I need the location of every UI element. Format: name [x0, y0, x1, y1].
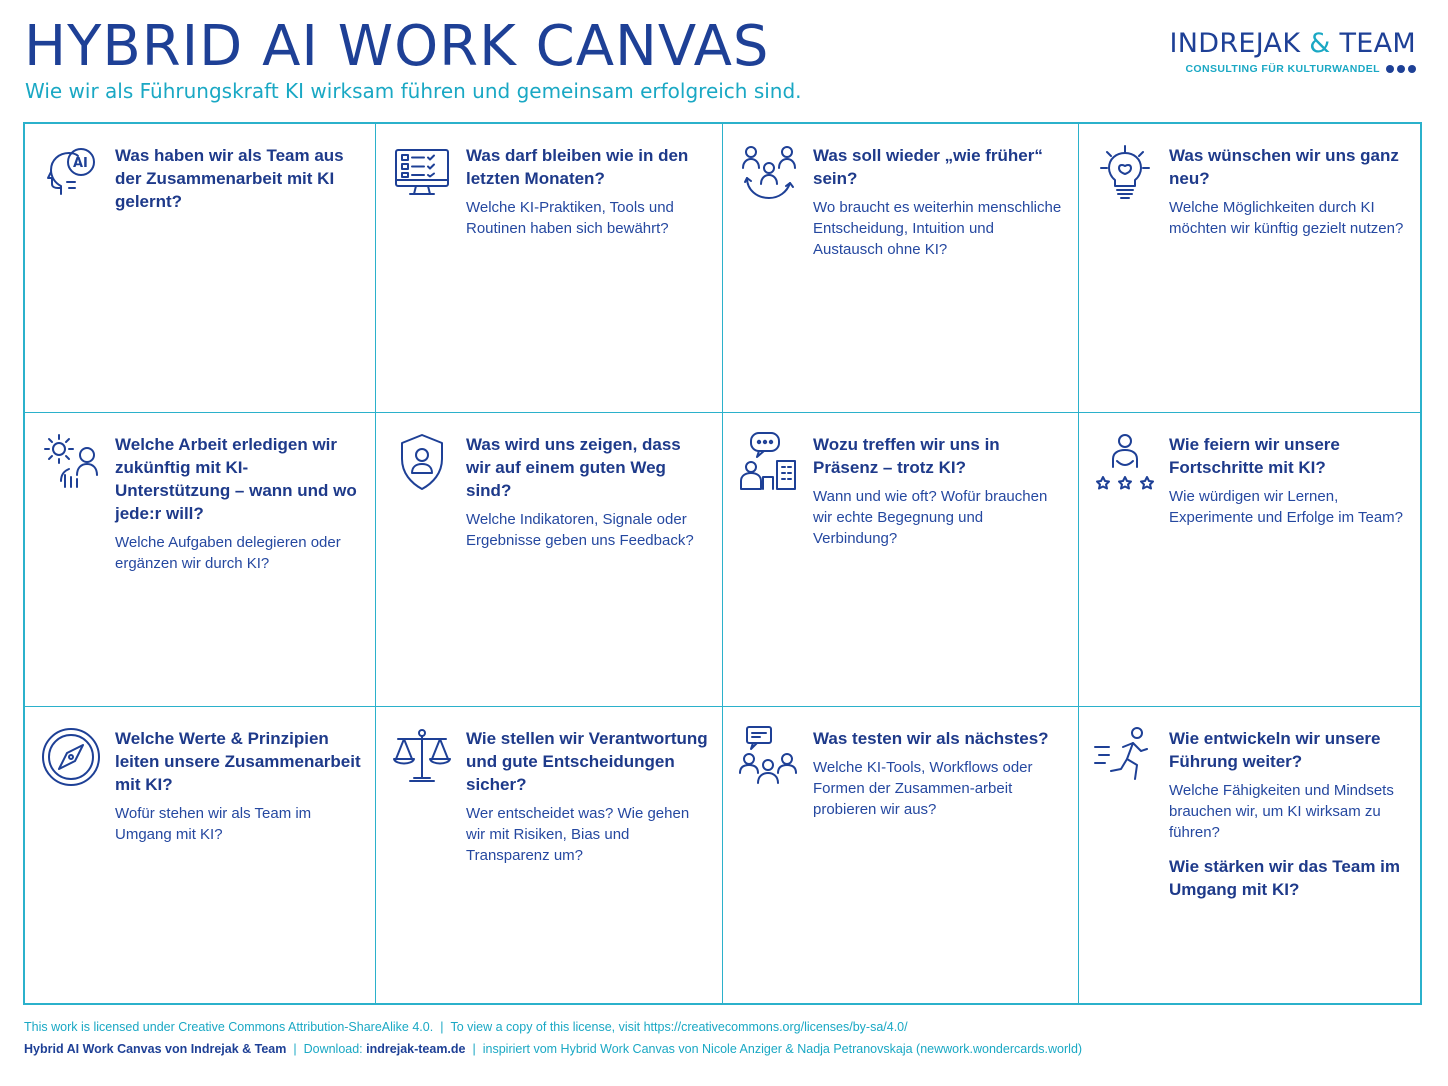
canvas-cell-leadership — [1079, 707, 1422, 1005]
inspired-text: inspiriert vom Hybrid Work Canvas von Nicole Anziger & Nadja Petranovskaja (newwork.wondercards.world) — [482, 1042, 1083, 1056]
cell-question: Wie entwickeln wir unsere Führung weiter? — [1169, 729, 1381, 771]
cell-question: Welche Werte & Prinzipien leiten unsere Zusammenarbeit mit KI? — [115, 729, 361, 794]
license-text: This work is licensed under Creative Commons Attribution-ShareAlike 4.0. — [24, 1020, 434, 1034]
brand-name-part2: TEAM — [1339, 28, 1416, 59]
page-subtitle: Wie wir als Führungskraft KI wirksam führen und gemeinsam erfolgreich sind. — [25, 79, 802, 103]
compass-icon — [39, 725, 103, 789]
three-dots-icon — [1386, 65, 1416, 73]
running-person-icon — [1093, 725, 1157, 789]
canvas-cell-values — [25, 707, 376, 1005]
canvas-cell-keep — [376, 124, 723, 413]
canvas-cell-celebrate — [1079, 413, 1422, 707]
page-title: HYBRID AI WORK CANVAS — [24, 14, 770, 79]
credit-text: Hybrid AI Work Canvas von Indrejak & Team — [24, 1042, 287, 1056]
cell-detail: Welche Möglichkeiten durch KI möchten wir künftig gezielt nutzen? — [1169, 199, 1404, 237]
team-chat-icon — [737, 725, 801, 789]
download-link[interactable]: indrejak-team.de — [366, 1042, 466, 1056]
canvas-cell-test-next — [723, 707, 1079, 1005]
cell-question: Welche Arbeit erledigen wir zukünftig mit KI-Unterstützung – wann und wo jede:r will? — [115, 435, 357, 523]
brand-name-part1: INDREJAK — [1169, 28, 1301, 59]
cell-detail: Welche Fähigkeiten und Mindsets brauchen wir, um KI wirksam zu führen? — [1169, 782, 1394, 841]
cell-detail: Wann und wie oft? Wofür brauchen wir echte Begegnung und Verbindung? — [813, 488, 1048, 547]
license-link[interactable]: To view a copy of this license, visit https://creativecommons.org/licenses/by-sa/4.0/ — [450, 1020, 908, 1034]
brand-name — [1169, 28, 1416, 59]
brand-name-amp: & — [1309, 28, 1331, 59]
lightbulb-icon — [1093, 142, 1157, 206]
cell-question: Wie stellen wir Verantwortung und gute Entscheidungen sicher? — [466, 729, 708, 794]
license-line: This work is licensed under Creative Commons Attribution-ShareAlike 4.0. | To view a copy of this license, visit https://creativecommons.org/licenses/by-sa/4.0/ — [24, 1020, 908, 1034]
person-stars-icon — [1093, 431, 1157, 495]
cell-detail: Wofür stehen wir als Team im Umgang mit KI? — [115, 805, 312, 843]
brand-logo — [1169, 28, 1416, 75]
people-cycle-icon — [737, 142, 801, 206]
shield-person-icon — [390, 431, 454, 495]
cell-detail: Welche KI-Praktiken, Tools und Routinen haben sich bewährt? — [466, 199, 674, 237]
cell-question-secondary: Wie stärken wir das Team im Umgang mit KI? — [1169, 857, 1401, 899]
canvas-cell-like-before — [723, 124, 1079, 413]
canvas-cell-indicators — [376, 413, 723, 707]
scales-icon — [390, 725, 454, 789]
cell-question: Was darf bleiben wie in den letzten Monaten? — [466, 146, 689, 188]
cell-detail: Welche Aufgaben delegieren oder ergänzen wir durch KI? — [115, 534, 341, 572]
brand-tagline-row — [1169, 63, 1416, 75]
cell-detail: Wie würdigen wir Lernen, Experimente und Erfolge im Team? — [1169, 488, 1404, 526]
cell-question: Was testen wir als nächstes? — [813, 729, 1049, 748]
canvas-grid — [23, 122, 1422, 1005]
credit-line: Hybrid AI Work Canvas von Indrejak & Team | Download: indrejak-team.de | inspiriert vom Hybrid Work Canvas von Nicole Anziger & Nadja Petranovskaja (newwork.wondercards.world) — [24, 1042, 1083, 1056]
cell-detail: Wer entscheidet was? Wie gehen wir mit Risiken, Bias und Transparenz um? — [466, 805, 690, 864]
ai-head-icon — [39, 142, 103, 206]
cell-detail: Welche Indikatoren, Signale oder Ergebnisse geben uns Feedback? — [466, 511, 694, 549]
monitor-checklist-icon — [390, 142, 454, 206]
canvas-cell-new — [1079, 124, 1422, 413]
cell-question: Was haben wir als Team aus der Zusammenarbeit mit KI gelernt? — [115, 146, 344, 211]
canvas-cell-learned — [25, 124, 376, 413]
cell-question: Was soll wieder „wie früher“ sein? — [813, 146, 1043, 188]
brand-tagline: CONSULTING FÜR KULTURWANDEL — [1185, 63, 1380, 75]
canvas-cell-responsibility — [376, 707, 723, 1005]
gear-person-icon — [39, 431, 103, 495]
meeting-office-icon — [737, 431, 801, 495]
cell-question: Wie feiern wir unsere Fortschritte mit KI? — [1169, 435, 1340, 477]
cell-detail: Wo braucht es weiterhin menschliche Entscheidung, Intuition und Austausch ohne KI? — [813, 199, 1062, 258]
cell-question: Wozu treffen wir uns in Präsenz – trotz KI? — [813, 435, 1000, 477]
canvas-cell-future-work — [25, 413, 376, 707]
svg-text:AI: AI — [73, 156, 88, 171]
canvas-cell-presence — [723, 413, 1079, 707]
download-label: Download: — [303, 1042, 363, 1056]
cell-question: Was wünschen wir uns ganz neu? — [1169, 146, 1399, 188]
cell-detail: Welche KI-Tools, Workflows oder Formen der Zusammen-arbeit probieren wir aus? — [813, 759, 1033, 818]
cell-question: Was wird uns zeigen, dass wir auf einem guten Weg sind? — [466, 435, 681, 500]
